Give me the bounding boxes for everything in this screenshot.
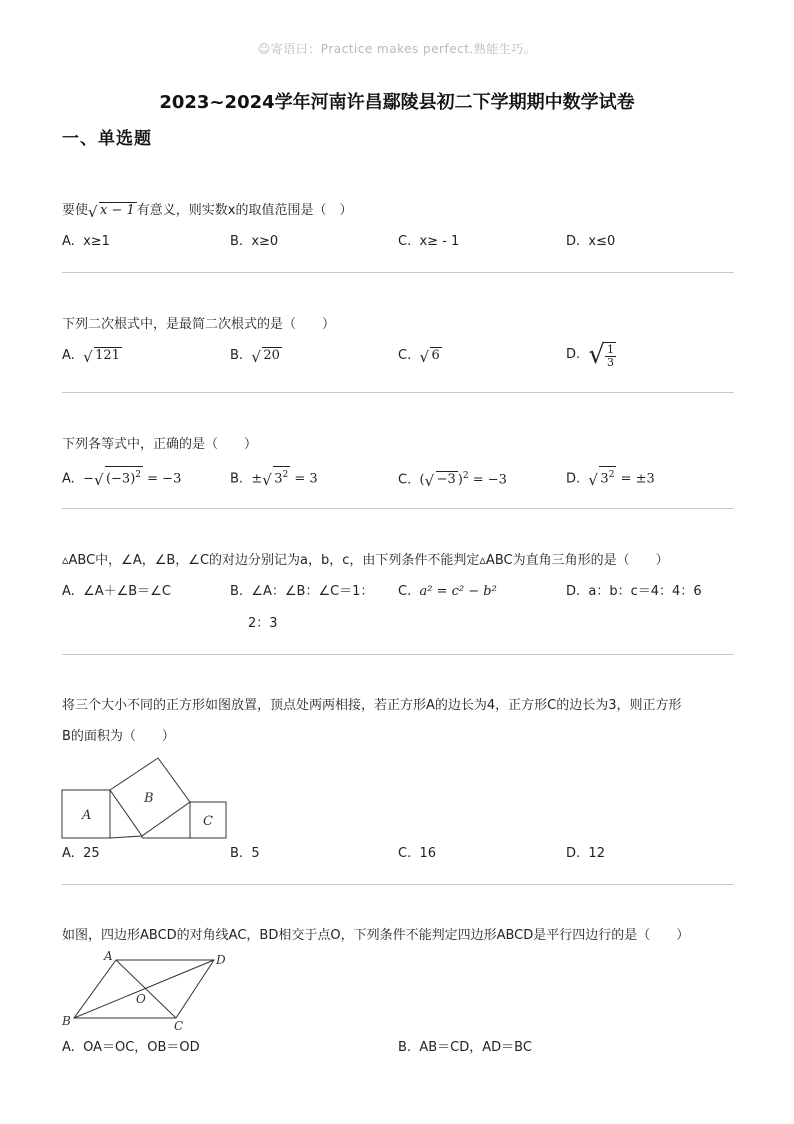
q6-option-b[interactable]: B. AB＝CD，AD＝BC — [398, 1040, 532, 1055]
diagonal-ac — [116, 960, 176, 1018]
section-heading: 一、单选题 — [62, 129, 152, 149]
question-5-stem: 将三个大小不同的正方形如图放置，顶点处两两相接，若正方形A的边长为4，正方形C的边长为3，则正方形 B的面积为（ ） — [62, 698, 682, 744]
q2-option-a[interactable]: A. √ 121 — [62, 348, 120, 366]
q3-option-b[interactable]: B. ± √ $3^2 = 3$ — [230, 466, 318, 489]
q6-option-a[interactable]: A. OA＝OC，OB＝OD — [62, 1040, 200, 1055]
q4-option-b[interactable]: B. ∠A：∠B：∠C＝1： — [230, 584, 374, 599]
divider — [62, 508, 734, 509]
q3-option-d[interactable]: D. √ $3^2 = \pm 3$ — [566, 466, 655, 489]
q2-option-c[interactable]: C. √ 6 — [398, 348, 440, 366]
q4-option-d[interactable]: D. a：b：c＝4：4：6 — [566, 584, 702, 599]
q5-option-a[interactable]: A. 25 — [62, 846, 100, 861]
q1-text-pre: 要使 — [62, 203, 89, 218]
q1-option-c[interactable]: C. x≥ - 1 — [398, 234, 460, 249]
question-4-stem: ▵ABC中，∠A，∠B，∠C的对边分别记为a，b，c，由下列条件不能判定▵ABC为直角三角形的是（ ） — [62, 553, 669, 568]
watermark: ☺寄语曰：Practice makes perfect.熟能生巧。 — [257, 42, 537, 56]
q1-option-d[interactable]: D. x≤0 — [566, 234, 616, 249]
divider — [62, 654, 734, 655]
q5-option-c[interactable]: C. 16 — [398, 846, 437, 861]
q1-text-post: 有意义，则实数x的取值范围是（ ） — [136, 203, 353, 218]
vertex-c: C — [174, 1019, 184, 1033]
point-o: O — [136, 992, 146, 1006]
label-c: C — [203, 814, 213, 829]
q4-option-b-continued: 2：3 — [248, 616, 278, 631]
q3-option-c[interactable]: C. ( √ −3 )$^2$ = −3 — [398, 471, 507, 491]
divider — [62, 272, 734, 273]
q5-option-d[interactable]: D. 12 — [566, 846, 605, 861]
question-3-stem: 下列各等式中，正确的是（ ） — [62, 437, 258, 452]
sqrt-expression: √ x − 1 — [88, 203, 135, 221]
divider — [62, 392, 734, 393]
parallelogram-figure — [58, 948, 238, 1034]
q1-option-b[interactable]: B. x≥0 — [230, 234, 279, 249]
q3-option-a[interactable]: A. − √ $(-3)^2 = -3$ — [62, 466, 181, 489]
vertex-b: B — [62, 1014, 71, 1028]
label-b: B — [144, 791, 154, 806]
q1-option-a[interactable]: A. x≥1 — [62, 234, 110, 249]
question-2-stem: 下列二次根式中，是最简二次根式的是（ ） — [62, 317, 336, 332]
q1-radicand: x − 1 — [100, 203, 135, 218]
question-1-stem — [62, 201, 352, 221]
q5-option-b[interactable]: B. 5 — [230, 846, 260, 861]
divider — [62, 884, 734, 885]
q4-option-c[interactable]: C. a² = c² − b² — [398, 584, 497, 599]
vertex-a: A — [104, 949, 113, 963]
question-6-stem: 如图，四边形ABCD的对角线AC，BD相交于点O，下列条件不能判定四边形ABCD是平行四边行的是（ ） — [62, 928, 690, 943]
page-title: 2023~2024学年河南许昌鄢陵县初二下学期期中数学试卷 — [159, 92, 635, 113]
vertex-d: D — [216, 953, 226, 967]
q2-option-b[interactable]: B. √ 20 — [230, 348, 280, 366]
label-a: A — [82, 808, 92, 823]
q4-option-a[interactable]: A. ∠A＋∠B＝∠C — [62, 584, 171, 599]
q2-option-d[interactable]: D. √ $\frac{1}{3}$ — [566, 340, 614, 370]
squares-figure — [60, 752, 230, 842]
